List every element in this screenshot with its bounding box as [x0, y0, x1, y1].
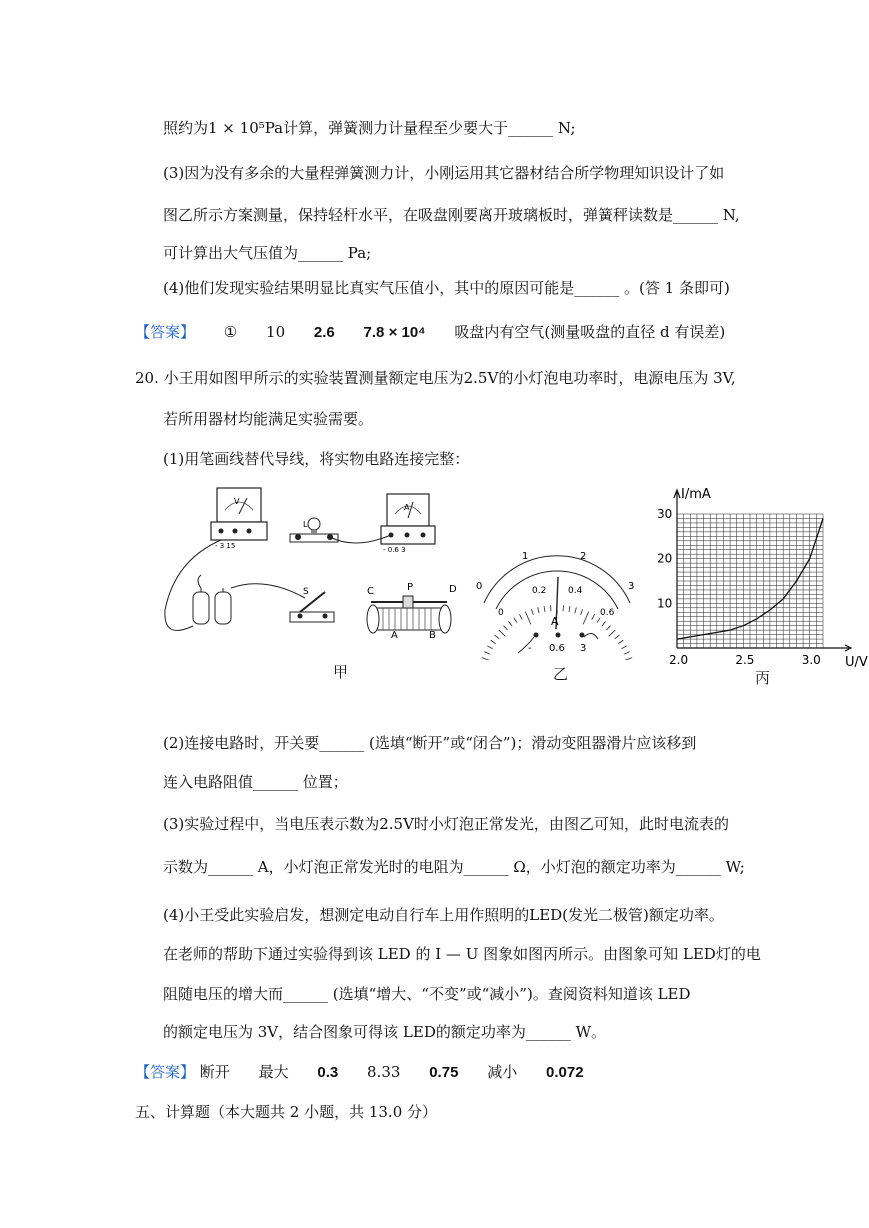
dial-inner-tick-3: 0.6 [600, 608, 615, 618]
question-20-part-4-line-1: (4)小王受此实验启发，想测定电动自行车上用作照明的LED(发光二极管)额定功率。 [163, 906, 724, 924]
answer-item: 最大 [258, 1063, 289, 1081]
dial-tick [538, 607, 539, 613]
dial-tick [495, 635, 500, 639]
answer-item: 2.6 [313, 324, 335, 341]
dial-tick [575, 607, 576, 613]
dial-top-tick-1: 1 [522, 551, 529, 562]
dial-terminal-3: 3 [580, 643, 587, 654]
dial-tick [581, 609, 583, 615]
y-tick-label: 20 [657, 551, 673, 566]
rheostat-letter-d: D [449, 584, 457, 595]
question-20-line-2: 若所用器材均能满足实验需要。 [163, 410, 374, 428]
x-tick-label: 2.0 [669, 653, 689, 667]
question-20-part-4-line-4: 的额定电压为 3V，结合图象可得该 LED的额定功率为______ W。 [163, 1023, 607, 1041]
dial-terminal-minus: - [528, 643, 532, 654]
dial-tick [597, 618, 600, 623]
dial-letter: A [551, 615, 559, 628]
dial-inner-tick-2: 0.4 [568, 586, 583, 596]
question-3-line-1: (3)因为没有多余的大量程弹簧测力计，小刚运用其它器材结合所学物理知识设计了如 [163, 164, 725, 182]
figure-label-bing: 丙 [755, 669, 771, 687]
dial-inner-tick-0: 0 [498, 608, 504, 618]
dial-top-tick-3: 3 [628, 581, 635, 592]
ammeter-letter: A [404, 503, 410, 512]
answer-tag: 【答案】 [135, 1063, 196, 1081]
rheostat-letter-a: A [391, 630, 398, 641]
question-3-line-3: 可计算出大气压值为______ Pa; [163, 244, 372, 262]
dial-tick [491, 640, 496, 643]
y-tick-label: 10 [657, 596, 673, 611]
y-axis-label: I/mA [681, 487, 711, 502]
question-20-part-2-line-1: (2)连接电路时，开关要______ (选填“断开”或“闭合”)；滑动变阻器滑片应该移到 [163, 734, 697, 752]
led-iu-chart [655, 480, 869, 670]
dial-tick [622, 646, 627, 649]
dial-terminal-0-6: 0.6 [549, 643, 565, 654]
x-tick-label: 2.5 [735, 653, 755, 667]
dial-tick [602, 621, 606, 626]
rheostat-letter-c: C [367, 586, 374, 597]
rheostat-letter-p: P [407, 582, 414, 593]
light-bulb [290, 518, 338, 542]
answer-tag: 【答案】 [135, 323, 196, 341]
question-20-part-1: (1)用笔画线替代导线，将实物电路连接完整： [163, 450, 470, 468]
ammeter [381, 494, 435, 554]
answer-row-2 [135, 1062, 584, 1083]
question-20-part-4-line-3: 阻随电压的增大而______ (选填“增大、“不变”或“减小”)。查阅资料知道该 LED [163, 985, 691, 1003]
dial-tick [484, 652, 489, 655]
question-20-part-3-line-1: (3)实验过程中，当电压表示数为2.5V时小灯泡正常发光，由图乙可知，此时电流表的 [163, 815, 729, 833]
figure-label-jia: 甲 [333, 663, 349, 681]
switch [290, 587, 334, 622]
y-tick-label: 30 [657, 507, 673, 521]
x-axis-label: U/V [845, 655, 868, 670]
x-tick-label: 3.0 [801, 653, 821, 667]
answer-item: 8.33 [367, 1063, 401, 1081]
figure-label-yi: 乙 [553, 665, 569, 683]
answer-item: 断开 [199, 1063, 230, 1081]
question-20-part-4-line-2: 在老师的帮助下通过实验得到该 LED 的 I — U 图象如图丙所示。由图象可知 LED灯的电 [163, 945, 761, 963]
dial-inner-tick-1: 0.2 [532, 586, 547, 596]
dial-tick [514, 618, 517, 623]
dial-tick [482, 658, 495, 660]
dial-tick [525, 612, 531, 625]
switch-letter: S [303, 587, 309, 597]
answer-item: 0.3 [317, 1064, 339, 1081]
answer-item: ① [223, 323, 238, 341]
dial-tick [583, 612, 589, 625]
question-20-part-2-line-2: 连入电路阻值______ 位置； [163, 773, 348, 791]
answer-item: 0.75 [429, 1064, 459, 1081]
text-line-1: 照约为1 × 10⁵Pa计算，弹簧测力计量程至少要大于______ N; [163, 119, 576, 137]
answer-item: 0.072 [546, 1064, 584, 1081]
section-5-heading: 五、计算题（本大题共 2 小题，共 13.0 分） [135, 1103, 438, 1121]
answer-row-1 [135, 322, 725, 343]
dial-top-tick-2: 2 [580, 551, 587, 562]
ammeter-dial-yi [470, 545, 645, 660]
ammeter-terminal-label: - 0.6 3 [383, 546, 406, 554]
question-3-line-2: 图乙所示方案测量，保持轻杆水平，在吸盘刚要离开玻璃板时，弹簧秤读数是______ N, [163, 206, 740, 224]
dial-tick [503, 626, 507, 630]
dial-top-tick-0: 0 [476, 581, 483, 592]
voltmeter-letter: V [234, 497, 240, 506]
dial-tick [624, 652, 629, 655]
dial-tick [499, 630, 506, 636]
dial-tick [619, 658, 632, 660]
dial-tick [607, 626, 611, 630]
dial-tick [569, 606, 570, 612]
question-20-part-3-line-2: 示数为______ A，小灯泡正常发光时的电阻为______ Ω，小灯泡的额定功率为______ W; [163, 858, 745, 876]
battery [193, 588, 231, 624]
answer-item: 10 [266, 323, 286, 341]
rheostat-letter-b: B [429, 630, 436, 641]
dial-tick [592, 614, 595, 619]
slide-rheostat [367, 582, 457, 641]
dial-tick [615, 635, 620, 639]
question-20-line-1: 20. 小王用如图甲所示的实验装置测量额定电压为2.5V的小灯泡电功率时，电源电压为 3V, [135, 369, 736, 387]
dial-tick [609, 630, 616, 636]
dial-tick [487, 646, 492, 649]
dial-tick [618, 640, 623, 643]
voltmeter-terminal-label: - 3 15 [215, 542, 236, 550]
dial-tick [531, 609, 533, 615]
circuit-figure-jia [155, 480, 483, 650]
bulb-letter: L [303, 520, 308, 529]
answer-item: 吸盘内有空气(测量吸盘的直径 d 有误差) [454, 323, 726, 341]
dial-tick [508, 621, 512, 626]
answer-item: 7.8 × 10⁴ [363, 324, 426, 341]
answer-item: 减小 [487, 1063, 518, 1081]
dial-tick [519, 614, 522, 619]
question-4-line: (4)他们发现实验结果明显比真实气压值小，其中的原因可能是______ 。(答 1 条即可) [163, 279, 730, 297]
dial-tick [544, 606, 545, 612]
